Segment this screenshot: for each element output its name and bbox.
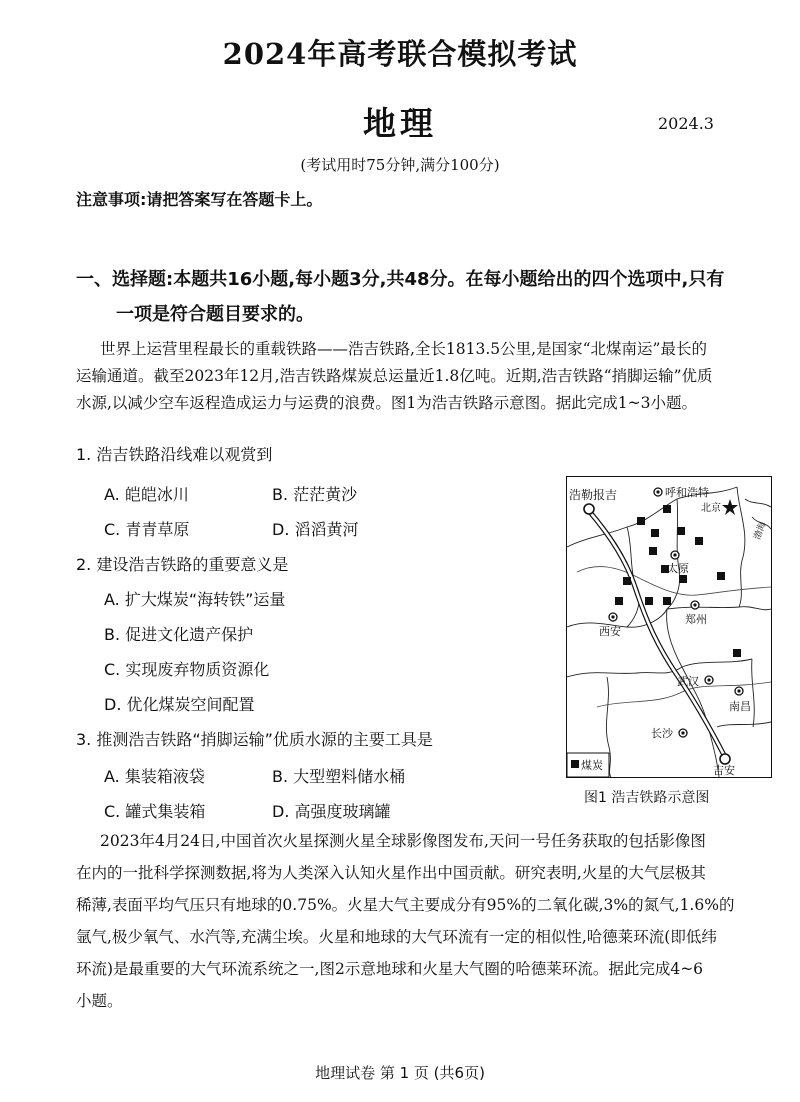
exam-date: 2024.3 — [658, 114, 714, 133]
passage2-line-2: 在内的一批科学探测数据,将为人类深入认知火星作出中国贡献。研究表明,火星的大气层极其 — [76, 864, 706, 882]
passage1-line-1: 世界上运营里程最长的重载铁路——浩吉铁路,全长1813.5公里,是国家“北煤南运”最长的 — [100, 340, 707, 358]
passage2-line-3: 稀薄,表面平均气压只有地球的0.75%。火星大气主要成分有95%的二氧化碳,3%的氮气,1.6%的 — [76, 896, 735, 914]
coal-mine-marker — [679, 575, 687, 583]
coal-mine-marker — [663, 505, 671, 513]
question-3-option-b: B. 大型塑料储水桶 — [272, 767, 406, 786]
map-caption: 图1 浩吉铁路示意图 — [584, 790, 710, 806]
question-3-option-c: C. 罐式集装箱 — [104, 802, 206, 821]
city-dot — [737, 689, 740, 692]
railway-map — [566, 476, 772, 778]
legend-label: 煤炭 — [581, 759, 603, 772]
coastline — [745, 499, 771, 507]
question-3-option-d: D. 高强度玻璃罐 — [272, 802, 391, 821]
city-dot — [656, 490, 659, 493]
map-label-wuhan: 武汉 — [677, 675, 699, 688]
passage2-line-4: 氩气,极少氧气、水汽等,充满尘埃。火星和地球的大气环流有一定的相似性,哈德莱环流(即低纬 — [76, 928, 717, 946]
map-label-jian: 吉安 — [713, 764, 735, 777]
boundary-line — [567, 659, 752, 677]
section-heading — [76, 262, 796, 332]
question-1-option-a: A. 皑皑冰川 — [104, 485, 189, 504]
question-1-stem: 1. 浩吉铁路沿线难以观赏到 — [76, 445, 273, 464]
railway-map-drawing — [567, 477, 771, 777]
passage2-line-5: 环流)是最重要的大气环流系统之一,图2示意地球和火星大气圈的哈德莱环流。据此完成4~6 — [76, 960, 704, 978]
map-label-nanchang: 南昌 — [729, 700, 751, 713]
map-label-hohhot: 呼和浩特 — [665, 486, 709, 499]
coal-mine-marker — [645, 597, 653, 605]
coal-mine-marker — [695, 537, 703, 545]
map-label-sea: 渤海 — [752, 520, 769, 542]
coal-mine-marker — [651, 529, 659, 537]
passage2-line-6: 小题。 — [76, 992, 123, 1010]
city-beijing-star — [722, 499, 738, 515]
map-label-changsha: 长沙 — [651, 727, 673, 740]
question-1-option-c: C. 青青草原 — [104, 520, 190, 539]
station-jian — [720, 754, 730, 764]
map-label-zhengzhou: 郑州 — [685, 613, 707, 626]
subject-title: 地理 — [363, 104, 437, 143]
coal-mine-marker — [649, 547, 657, 555]
boundary-line — [752, 659, 755, 727]
legend-coal-marker — [571, 760, 579, 768]
map-label-beijing: 北京 — [701, 503, 721, 514]
notice: 注意事项:请把答案写在答题卡上。 — [76, 190, 323, 209]
city-dot — [693, 603, 696, 606]
exam-title: 2024年高考联合模拟考试 — [222, 37, 578, 71]
section-heading-line1: 一、选择题:本题共16小题,每小题3分,共48分。在每小题给出的四个选项中,只有 — [76, 269, 725, 290]
passage2-line-1: 2023年4月24日,中国首次火星探测火星全球影像图发布,天问一号任务获取的包括影像图 — [100, 832, 706, 850]
page-footer: 地理试卷 第 1 页 (共6页) — [315, 1064, 485, 1082]
coal-mine-marker — [637, 517, 645, 525]
coal-mine-marker — [733, 649, 741, 657]
coal-mine-marker — [615, 597, 623, 605]
question-2-option-b: B. 促进文化遗产保护 — [104, 625, 254, 644]
question-2-stem: 2. 建设浩吉铁路的重要意义是 — [76, 555, 289, 574]
passage1-line-3: 水源,以减少空车返程造成运力与运费的浪费。图1为浩吉铁路示意图。据此完成1~3小题。 — [76, 394, 698, 412]
question-1-option-d: D. 滔滔黄河 — [272, 520, 359, 539]
question-2-option-a: A. 扩大煤炭“海转铁”运量 — [104, 590, 286, 609]
city-dot — [681, 731, 684, 734]
coal-mine-marker — [663, 597, 671, 605]
city-dot — [673, 553, 676, 556]
question-2-option-c: C. 实现废弃物质资源化 — [104, 660, 270, 679]
city-dot — [707, 678, 710, 681]
question-2-option-d: D. 优化煤炭空间配置 — [104, 695, 255, 714]
city-dot — [611, 615, 614, 618]
passage1-line-2: 运输通道。截至2023年12月,浩吉铁路煤炭总运量近1.8亿吨。近期,浩吉铁路“捎脚运输”优质 — [76, 367, 713, 385]
boundary-line — [567, 607, 771, 628]
station-haolebaoji — [584, 504, 594, 514]
map-label-taiyuan: 太原 — [667, 562, 689, 575]
coal-mine-marker — [677, 527, 685, 535]
map-label-xian: 西安 — [599, 625, 621, 638]
question-3-stem: 3. 推测浩吉铁路“捎脚运输”优质水源的主要工具是 — [76, 730, 433, 749]
exam-info: (考试用时75分钟,满分100分) — [300, 156, 500, 174]
map-label-haolebaoji: 浩勒报吉 — [569, 488, 618, 502]
coal-mine-marker — [623, 577, 631, 585]
question-1-option-b: B. 茫茫黄沙 — [272, 485, 358, 504]
section-heading-line2: 一项是符合题目要求的。 — [116, 304, 314, 325]
boundary-line — [717, 722, 771, 727]
coal-mine-marker — [717, 572, 725, 580]
question-3-option-a: A. 集装箱液袋 — [104, 767, 205, 786]
